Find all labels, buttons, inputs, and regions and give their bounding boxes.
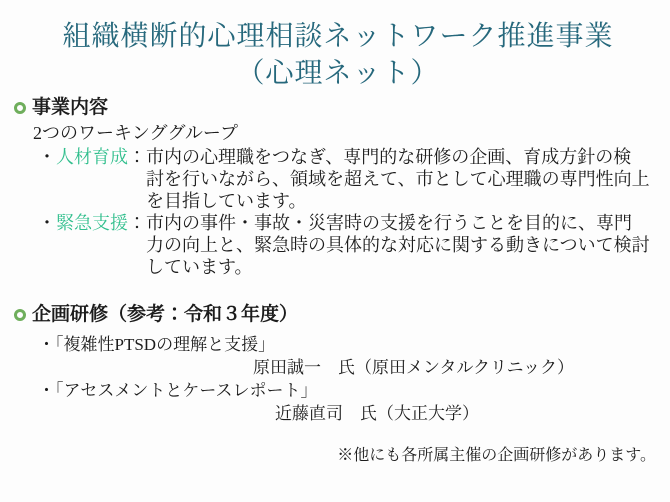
working-group-keyword: 緊急支援 xyxy=(56,213,128,233)
slide-title-line1: 組織横断的心理相談ネットワーク推進事業 xyxy=(62,21,614,52)
section-planned-training xyxy=(14,303,662,425)
working-group-item-jinzai xyxy=(38,146,662,212)
section1-heading-row xyxy=(14,96,662,120)
item-separator: ： xyxy=(128,213,146,233)
footnote: ※他にも各所属主催の企画研修があります。 xyxy=(337,447,656,464)
training-title: ・「複雑性PTSDの理解と支援」 xyxy=(38,335,276,354)
training-item xyxy=(14,379,662,425)
working-group-keyword: 人材育成 xyxy=(56,147,128,167)
working-group-description xyxy=(146,212,662,278)
description-line: しています。 xyxy=(146,257,253,277)
description-line: 市内の事件・事故・災害時の支援を行うことを目的に、専門 xyxy=(146,213,632,233)
description-line: 討を行いながら、領域を超えて、市として心理職の専門性向上 xyxy=(146,169,650,189)
working-group-description xyxy=(146,146,662,212)
working-group-label xyxy=(38,146,146,212)
training-title: ・「アセスメントとケースレポート」 xyxy=(38,381,318,400)
working-group-item-kinkyu xyxy=(38,212,662,278)
working-group-label xyxy=(38,212,146,278)
training-speaker: 近藤直司 氏（大正大学） xyxy=(275,404,479,423)
section2-heading: 企画研修（参考：令和３年度） xyxy=(32,304,299,325)
section-business-content xyxy=(14,96,662,278)
description-line: 力の向上と、緊急時の具体的な対応に関する動きについて検討 xyxy=(146,235,650,255)
circle-bullet-icon xyxy=(14,102,26,114)
circle-bullet-icon xyxy=(14,309,26,321)
slide-title-line2: （心理ネット） xyxy=(236,58,440,89)
section2-heading-row xyxy=(14,303,662,327)
slide-title xyxy=(14,18,662,92)
training-speaker: 原田誠一 氏（原田メンタルクリニック） xyxy=(253,358,574,377)
training-item xyxy=(14,333,662,379)
section1-subheading: 2つのワーキンググループ xyxy=(33,123,239,143)
item-marker: ・ xyxy=(38,213,56,233)
item-separator: ： xyxy=(128,147,146,167)
section1-heading: 事業内容 xyxy=(32,97,109,118)
training-list xyxy=(14,333,662,425)
description-line: 市内の心理職をつなぎ、専門的な研修の企画、育成方針の検 xyxy=(146,147,632,167)
item-marker: ・ xyxy=(38,147,56,167)
description-line: を目指しています。 xyxy=(146,191,307,211)
